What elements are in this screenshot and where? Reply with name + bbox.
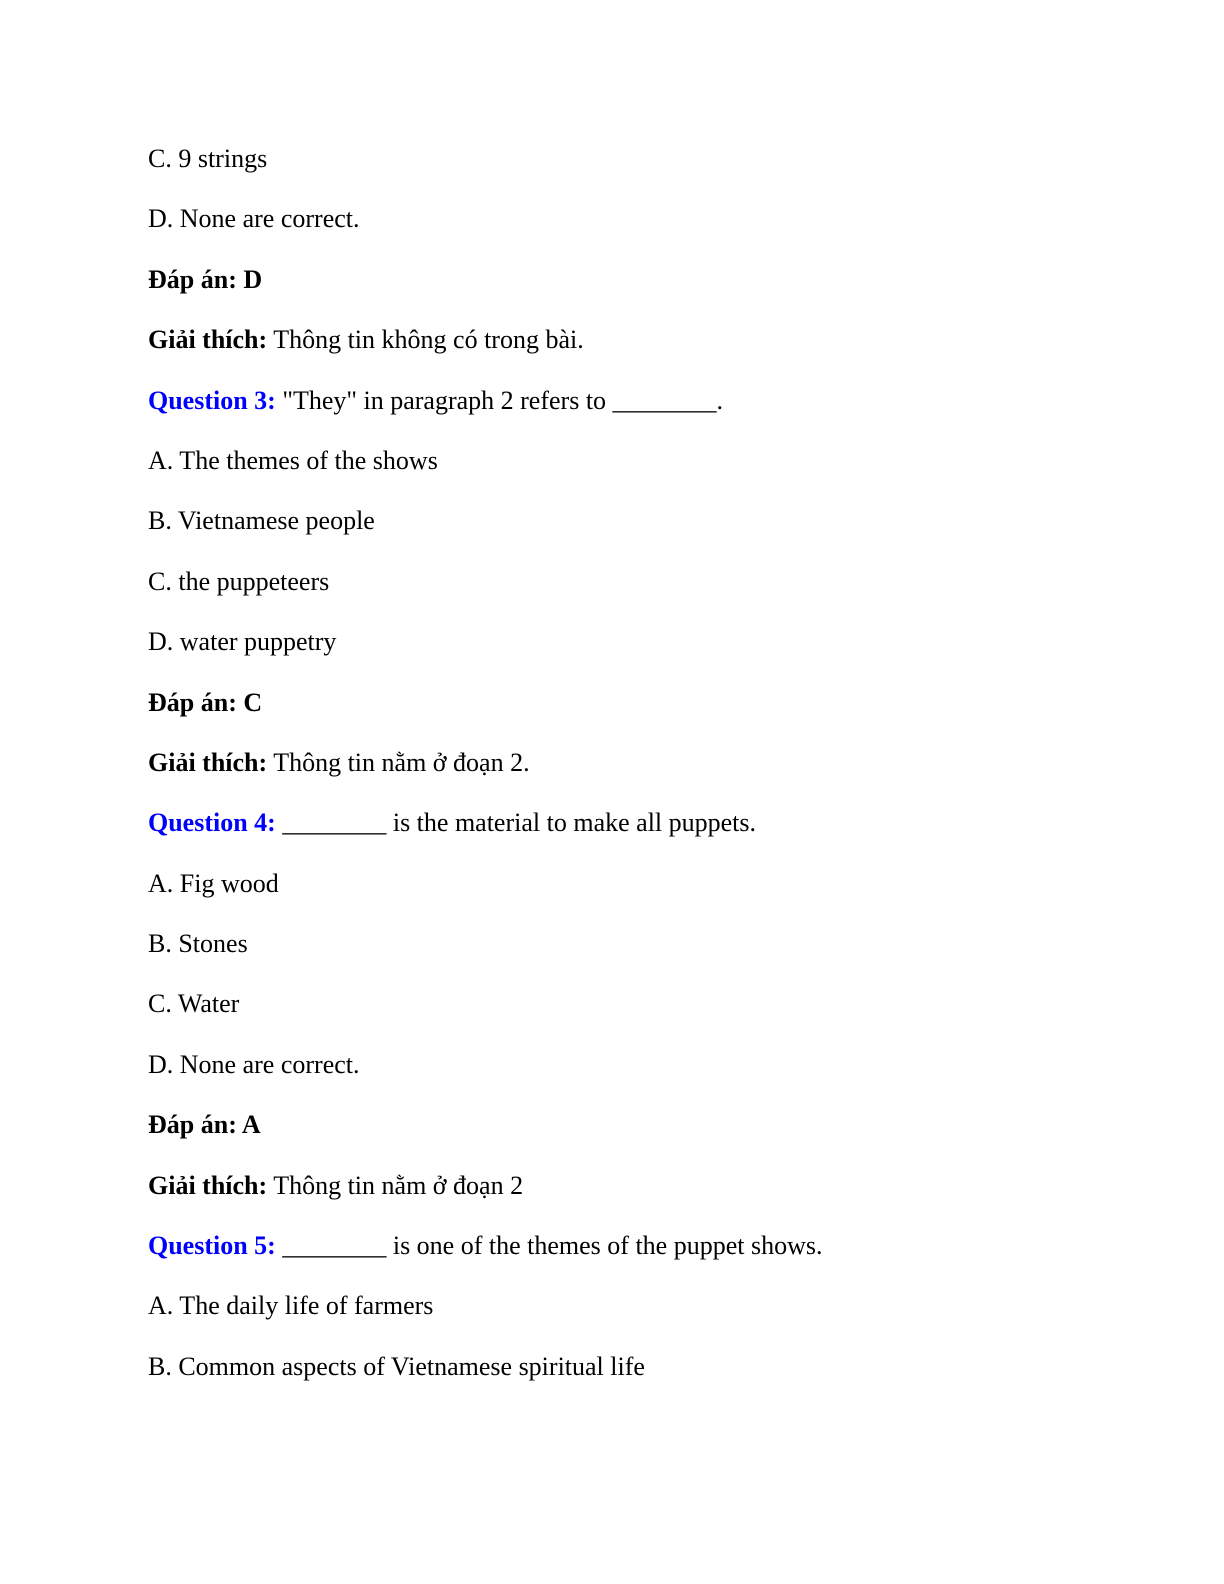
- option-text: C. the puppeteers: [148, 566, 330, 596]
- option-line: [148, 1349, 1108, 1409]
- option-text: B. Common aspects of Vietnamese spiritual life: [148, 1351, 645, 1381]
- answer-line: [148, 262, 1108, 322]
- option-text: C. Water: [148, 989, 240, 1019]
- explanation-label: Giải thích:: [148, 325, 268, 355]
- question-label: Question 4:: [148, 808, 276, 838]
- question-line: [148, 1228, 1108, 1288]
- option-line: [148, 503, 1108, 563]
- answer-label: Đáp án: D: [148, 264, 263, 294]
- document-page: [148, 141, 1108, 1409]
- question-line: [148, 383, 1108, 443]
- question-label: Question 5:: [148, 1231, 276, 1261]
- option-text: C. 9 strings: [148, 144, 268, 173]
- question-line: [148, 805, 1108, 865]
- option-line: [148, 1288, 1108, 1348]
- question-label: Question 3:: [148, 385, 276, 415]
- option-line: [148, 443, 1108, 503]
- question-text: "They" in paragraph 2 refers to ________.: [275, 385, 724, 415]
- option-text: A. The themes of the shows: [148, 445, 438, 475]
- explanation-line: [148, 745, 1108, 805]
- option-text: B. Vietnamese people: [148, 506, 375, 536]
- explanation-text: Thông tin không có trong bài.: [267, 325, 584, 355]
- option-text: D. None are correct.: [148, 204, 360, 234]
- answer-label: Đáp án: A: [148, 1110, 261, 1140]
- answer-label: Đáp án: C: [148, 687, 263, 717]
- option-line: [148, 141, 1108, 201]
- option-line: [148, 986, 1108, 1046]
- answer-line: [148, 1107, 1108, 1167]
- explanation-label: Giải thích:: [148, 1170, 268, 1200]
- option-line: [148, 1047, 1108, 1107]
- explanation-label: Giải thích:: [148, 747, 268, 777]
- option-line: [148, 926, 1108, 986]
- question-text: ________ is the material to make all puppets.: [275, 808, 757, 838]
- option-text: A. Fig wood: [148, 868, 279, 898]
- option-text: D. None are correct.: [148, 1049, 360, 1079]
- question-text: ________ is one of the themes of the puppet shows.: [275, 1231, 823, 1261]
- option-line: [148, 564, 1108, 624]
- option-text: D. water puppetry: [148, 627, 337, 657]
- explanation-text: Thông tin nằm ở đoạn 2: [267, 1170, 524, 1200]
- explanation-line: [148, 1168, 1108, 1228]
- option-line: [148, 866, 1108, 926]
- option-line: [148, 201, 1108, 261]
- answer-line: [148, 685, 1108, 745]
- option-text: A. The daily life of farmers: [148, 1291, 434, 1321]
- explanation-text: Thông tin nằm ở đoạn 2.: [267, 747, 530, 777]
- option-text: B. Stones: [148, 929, 248, 959]
- option-line: [148, 624, 1108, 684]
- explanation-line: [148, 322, 1108, 382]
